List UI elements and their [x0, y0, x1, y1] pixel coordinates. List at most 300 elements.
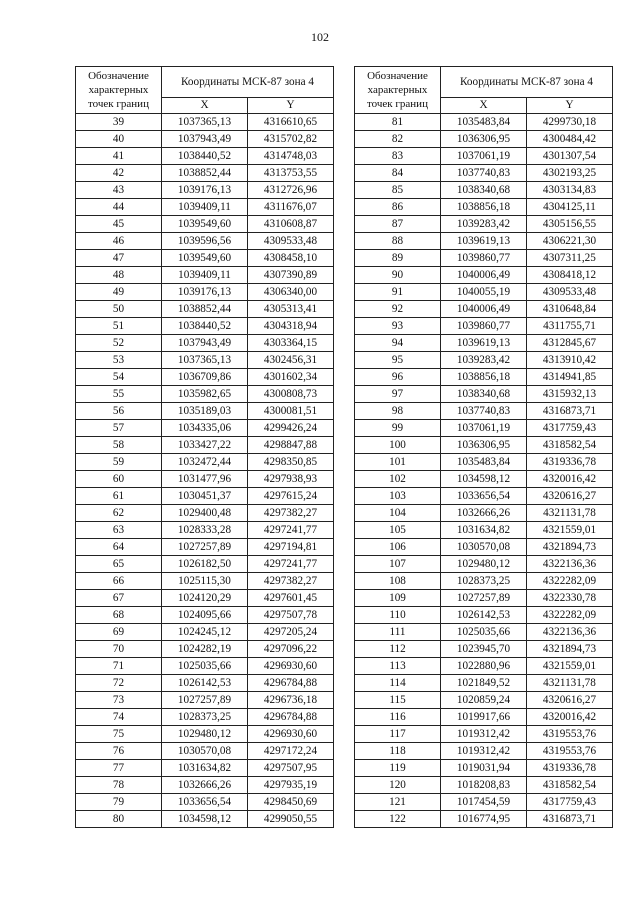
y-coordinate-cell: 4320016,42 [527, 709, 613, 726]
x-coordinate-cell: 1024095,66 [162, 607, 248, 624]
x-coordinate-cell: 1040006,49 [441, 267, 527, 284]
y-coordinate-cell: 4312726,96 [248, 182, 334, 199]
x-coordinate-cell: 1037740,83 [441, 165, 527, 182]
x-coordinate-cell: 1023945,70 [441, 641, 527, 658]
point-number-cell: 75 [76, 726, 162, 743]
y-coordinate-cell: 4305313,41 [248, 301, 334, 318]
y-coordinate-cell: 4302193,25 [527, 165, 613, 182]
table-row [76, 437, 334, 454]
table-row [355, 199, 613, 216]
x-coordinate-cell: 1031634,82 [441, 522, 527, 539]
point-number-cell: 115 [355, 692, 441, 709]
x-coordinate-cell: 1035483,84 [441, 454, 527, 471]
x-coordinate-cell: 1024282,19 [162, 641, 248, 658]
y-coordinate-cell: 4296784,88 [248, 709, 334, 726]
x-coordinate-cell: 1019312,42 [441, 743, 527, 760]
table-row [76, 403, 334, 420]
point-number-cell: 108 [355, 573, 441, 590]
table-row [355, 216, 613, 233]
table-row [76, 488, 334, 505]
table-row [355, 760, 613, 777]
coordinates-table-left [75, 66, 334, 828]
point-number-cell: 40 [76, 131, 162, 148]
y-coordinate-cell: 4316873,71 [527, 403, 613, 420]
y-coordinate-cell: 4298450,69 [248, 794, 334, 811]
y-coordinate-cell: 4297615,24 [248, 488, 334, 505]
point-number-cell: 66 [76, 573, 162, 590]
x-coordinate-cell: 1028373,25 [162, 709, 248, 726]
table-row [355, 488, 613, 505]
point-number-cell: 46 [76, 233, 162, 250]
table-row [76, 590, 334, 607]
y-coordinate-cell: 4320616,27 [527, 488, 613, 505]
x-coordinate-cell: 1034598,12 [441, 471, 527, 488]
table-row [355, 794, 613, 811]
point-number-cell: 80 [76, 811, 162, 828]
y-coordinate-cell: 4322330,78 [527, 590, 613, 607]
y-coordinate-cell: 4307311,25 [527, 250, 613, 267]
point-number-cell: 72 [76, 675, 162, 692]
y-coordinate-cell: 4320616,27 [527, 692, 613, 709]
point-number-cell: 97 [355, 386, 441, 403]
point-number-cell: 104 [355, 505, 441, 522]
table-row [355, 556, 613, 573]
table-row [76, 114, 334, 131]
x-coordinate-cell: 1017454,59 [441, 794, 527, 811]
table-row [76, 573, 334, 590]
y-coordinate-cell: 4301307,54 [527, 148, 613, 165]
point-number-cell: 67 [76, 590, 162, 607]
point-number-cell: 98 [355, 403, 441, 420]
y-coordinate-cell: 4297935,19 [248, 777, 334, 794]
x-coordinate-cell: 1033656,54 [441, 488, 527, 505]
x-coordinate-cell: 1036306,95 [441, 131, 527, 148]
header-x: X [162, 98, 248, 114]
y-coordinate-cell: 4298350,85 [248, 454, 334, 471]
x-coordinate-cell: 1034335,06 [162, 420, 248, 437]
table-row [76, 539, 334, 556]
y-coordinate-cell: 4319553,76 [527, 743, 613, 760]
point-number-cell: 71 [76, 658, 162, 675]
table-row [355, 131, 613, 148]
y-coordinate-cell: 4296736,18 [248, 692, 334, 709]
x-coordinate-cell: 1038852,44 [162, 165, 248, 182]
point-number-cell: 99 [355, 420, 441, 437]
x-coordinate-cell: 1019312,42 [441, 726, 527, 743]
header-point-designation: Обозначение характерных точек границ [76, 67, 162, 114]
point-number-cell: 91 [355, 284, 441, 301]
point-number-cell: 118 [355, 743, 441, 760]
table-row [355, 607, 613, 624]
x-coordinate-cell: 1020859,24 [441, 692, 527, 709]
coordinates-table-right [354, 66, 613, 828]
y-coordinate-cell: 4319553,76 [527, 726, 613, 743]
page-number: 102 [311, 30, 329, 44]
table-row [355, 454, 613, 471]
x-coordinate-cell: 1038856,18 [441, 369, 527, 386]
y-coordinate-cell: 4316873,71 [527, 811, 613, 828]
table-row [355, 352, 613, 369]
x-coordinate-cell: 1035982,65 [162, 386, 248, 403]
point-number-cell: 112 [355, 641, 441, 658]
table-row [355, 233, 613, 250]
point-number-cell: 78 [76, 777, 162, 794]
y-coordinate-cell: 4296784,88 [248, 675, 334, 692]
point-number-cell: 82 [355, 131, 441, 148]
y-coordinate-cell: 4321894,73 [527, 539, 613, 556]
x-coordinate-cell: 1028373,25 [441, 573, 527, 590]
table-row [76, 556, 334, 573]
point-number-cell: 69 [76, 624, 162, 641]
x-coordinate-cell: 1031477,96 [162, 471, 248, 488]
x-coordinate-cell: 1040055,19 [441, 284, 527, 301]
x-coordinate-cell: 1029480,12 [441, 556, 527, 573]
x-coordinate-cell: 1039596,56 [162, 233, 248, 250]
y-coordinate-cell: 4308458,10 [248, 250, 334, 267]
point-number-cell: 96 [355, 369, 441, 386]
y-coordinate-cell: 4318582,54 [527, 437, 613, 454]
table-row [355, 437, 613, 454]
y-coordinate-cell: 4297172,24 [248, 743, 334, 760]
table-row [355, 590, 613, 607]
y-coordinate-cell: 4310608,87 [248, 216, 334, 233]
x-coordinate-cell: 1037061,19 [441, 420, 527, 437]
x-coordinate-cell: 1038340,68 [441, 386, 527, 403]
table-row [355, 505, 613, 522]
x-coordinate-cell: 1039409,11 [162, 199, 248, 216]
x-coordinate-cell: 1029480,12 [162, 726, 248, 743]
x-coordinate-cell: 1033656,54 [162, 794, 248, 811]
x-coordinate-cell: 1039549,60 [162, 216, 248, 233]
y-coordinate-cell: 4297382,27 [248, 505, 334, 522]
table-row [355, 692, 613, 709]
table-row [355, 624, 613, 641]
table-row [355, 522, 613, 539]
point-number-cell: 56 [76, 403, 162, 420]
x-coordinate-cell: 1027257,89 [162, 692, 248, 709]
x-coordinate-cell: 1036709,86 [162, 369, 248, 386]
y-coordinate-cell: 4308418,12 [527, 267, 613, 284]
point-number-cell: 62 [76, 505, 162, 522]
point-number-cell: 61 [76, 488, 162, 505]
x-coordinate-cell: 1039619,13 [441, 233, 527, 250]
point-number-cell: 55 [76, 386, 162, 403]
point-number-cell: 121 [355, 794, 441, 811]
point-number-cell: 39 [76, 114, 162, 131]
point-number-cell: 119 [355, 760, 441, 777]
point-number-cell: 122 [355, 811, 441, 828]
point-number-cell: 54 [76, 369, 162, 386]
point-number-cell: 85 [355, 182, 441, 199]
y-coordinate-cell: 4319336,78 [527, 454, 613, 471]
table-row [76, 301, 334, 318]
y-coordinate-cell: 4309533,48 [248, 233, 334, 250]
x-coordinate-cell: 1039860,77 [441, 250, 527, 267]
y-coordinate-cell: 4297194,81 [248, 539, 334, 556]
x-coordinate-cell: 1034598,12 [162, 811, 248, 828]
y-coordinate-cell: 4305156,55 [527, 216, 613, 233]
x-coordinate-cell: 1024120,29 [162, 590, 248, 607]
table-row [76, 777, 334, 794]
table-row [355, 267, 613, 284]
table-row [76, 607, 334, 624]
x-coordinate-cell: 1037943,49 [162, 131, 248, 148]
table-row [355, 811, 613, 828]
point-number-cell: 93 [355, 318, 441, 335]
y-coordinate-cell: 4303364,15 [248, 335, 334, 352]
table-row [355, 777, 613, 794]
x-coordinate-cell: 1027257,89 [441, 590, 527, 607]
x-coordinate-cell: 1026182,50 [162, 556, 248, 573]
x-coordinate-cell: 1019917,66 [441, 709, 527, 726]
point-number-cell: 45 [76, 216, 162, 233]
point-number-cell: 107 [355, 556, 441, 573]
table-row [76, 250, 334, 267]
y-coordinate-cell: 4307390,89 [248, 267, 334, 284]
table-row [76, 352, 334, 369]
table-row [76, 267, 334, 284]
point-number-cell: 94 [355, 335, 441, 352]
y-coordinate-cell: 4304125,11 [527, 199, 613, 216]
table-row [355, 539, 613, 556]
y-coordinate-cell: 4313753,55 [248, 165, 334, 182]
x-coordinate-cell: 1026142,53 [162, 675, 248, 692]
table-row [76, 505, 334, 522]
y-coordinate-cell: 4310648,84 [527, 301, 613, 318]
x-coordinate-cell: 1019031,94 [441, 760, 527, 777]
point-number-cell: 58 [76, 437, 162, 454]
y-coordinate-cell: 4302456,31 [248, 352, 334, 369]
y-coordinate-cell: 4314748,03 [248, 148, 334, 165]
x-coordinate-cell: 1037365,13 [162, 352, 248, 369]
point-number-cell: 81 [355, 114, 441, 131]
x-coordinate-cell: 1038852,44 [162, 301, 248, 318]
y-coordinate-cell: 4298847,88 [248, 437, 334, 454]
point-number-cell: 95 [355, 352, 441, 369]
table-row [355, 335, 613, 352]
x-coordinate-cell: 1039176,13 [162, 284, 248, 301]
y-coordinate-cell: 4322282,09 [527, 573, 613, 590]
point-number-cell: 106 [355, 539, 441, 556]
table-row [76, 794, 334, 811]
table-row [355, 743, 613, 760]
table-row [76, 386, 334, 403]
y-coordinate-cell: 4297382,27 [248, 573, 334, 590]
table-row [355, 726, 613, 743]
point-number-cell: 109 [355, 590, 441, 607]
y-coordinate-cell: 4314941,85 [527, 369, 613, 386]
y-coordinate-cell: 4318582,54 [527, 777, 613, 794]
x-coordinate-cell: 1037365,13 [162, 114, 248, 131]
table-row [76, 454, 334, 471]
table-row [355, 675, 613, 692]
table-row [76, 522, 334, 539]
point-number-cell: 92 [355, 301, 441, 318]
table-row [76, 148, 334, 165]
y-coordinate-cell: 4296930,60 [248, 726, 334, 743]
x-coordinate-cell: 1038440,52 [162, 318, 248, 335]
y-coordinate-cell: 4297938,93 [248, 471, 334, 488]
x-coordinate-cell: 1039860,77 [441, 318, 527, 335]
y-coordinate-cell: 4317759,43 [527, 420, 613, 437]
y-coordinate-cell: 4317759,43 [527, 794, 613, 811]
table-row [355, 573, 613, 590]
y-coordinate-cell: 4299730,18 [527, 114, 613, 131]
table-row [76, 369, 334, 386]
y-coordinate-cell: 4311676,07 [248, 199, 334, 216]
table-row [355, 114, 613, 131]
header-y: Y [527, 98, 613, 114]
table-row [76, 624, 334, 641]
table-row [76, 709, 334, 726]
point-number-cell: 59 [76, 454, 162, 471]
x-coordinate-cell: 1025115,30 [162, 573, 248, 590]
point-number-cell: 76 [76, 743, 162, 760]
table-row [355, 369, 613, 386]
header-coordinates: Координаты МСК-87 зона 4 [441, 67, 613, 98]
y-coordinate-cell: 4322282,09 [527, 607, 613, 624]
y-coordinate-cell: 4297096,22 [248, 641, 334, 658]
point-number-cell: 44 [76, 199, 162, 216]
y-coordinate-cell: 4297601,45 [248, 590, 334, 607]
y-coordinate-cell: 4315932,13 [527, 386, 613, 403]
point-number-cell: 49 [76, 284, 162, 301]
table-row [76, 641, 334, 658]
point-number-cell: 114 [355, 675, 441, 692]
y-coordinate-cell: 4300484,42 [527, 131, 613, 148]
point-number-cell: 105 [355, 522, 441, 539]
header-x: X [441, 98, 527, 114]
point-number-cell: 102 [355, 471, 441, 488]
table-row [355, 420, 613, 437]
x-coordinate-cell: 1028333,28 [162, 522, 248, 539]
table-row [76, 726, 334, 743]
y-coordinate-cell: 4319336,78 [527, 760, 613, 777]
y-coordinate-cell: 4321131,78 [527, 675, 613, 692]
table-row [76, 811, 334, 828]
x-coordinate-cell: 1025035,66 [162, 658, 248, 675]
x-coordinate-cell: 1032666,26 [162, 777, 248, 794]
x-coordinate-cell: 1039409,11 [162, 267, 248, 284]
point-number-cell: 52 [76, 335, 162, 352]
x-coordinate-cell: 1018208,83 [441, 777, 527, 794]
x-coordinate-cell: 1029400,48 [162, 505, 248, 522]
table-row [355, 471, 613, 488]
x-coordinate-cell: 1039619,13 [441, 335, 527, 352]
table-row [355, 182, 613, 199]
table-row [355, 658, 613, 675]
table-row [76, 318, 334, 335]
point-number-cell: 65 [76, 556, 162, 573]
point-number-cell: 60 [76, 471, 162, 488]
table-row [355, 250, 613, 267]
x-coordinate-cell: 1039549,60 [162, 250, 248, 267]
y-coordinate-cell: 4321131,78 [527, 505, 613, 522]
table-row [76, 743, 334, 760]
x-coordinate-cell: 1036306,95 [441, 437, 527, 454]
x-coordinate-cell: 1033427,22 [162, 437, 248, 454]
x-coordinate-cell: 1030451,37 [162, 488, 248, 505]
x-coordinate-cell: 1035189,03 [162, 403, 248, 420]
table-row [76, 182, 334, 199]
point-number-cell: 73 [76, 692, 162, 709]
y-coordinate-cell: 4297507,78 [248, 607, 334, 624]
table-row [355, 386, 613, 403]
point-number-cell: 101 [355, 454, 441, 471]
point-number-cell: 100 [355, 437, 441, 454]
x-coordinate-cell: 1040006,49 [441, 301, 527, 318]
header-point-designation: Обозначение характерных точек границ [355, 67, 441, 114]
point-number-cell: 83 [355, 148, 441, 165]
y-coordinate-cell: 4320016,42 [527, 471, 613, 488]
table-row [355, 641, 613, 658]
x-coordinate-cell: 1038340,68 [441, 182, 527, 199]
table-row [355, 165, 613, 182]
point-number-cell: 68 [76, 607, 162, 624]
point-number-cell: 41 [76, 148, 162, 165]
table-row [76, 760, 334, 777]
point-number-cell: 116 [355, 709, 441, 726]
table-row [355, 403, 613, 420]
y-coordinate-cell: 4312845,67 [527, 335, 613, 352]
y-coordinate-cell: 4300081,51 [248, 403, 334, 420]
table-row [355, 301, 613, 318]
y-coordinate-cell: 4300808,73 [248, 386, 334, 403]
x-coordinate-cell: 1030570,08 [162, 743, 248, 760]
point-number-cell: 89 [355, 250, 441, 267]
table-row [76, 420, 334, 437]
y-coordinate-cell: 4297507,95 [248, 760, 334, 777]
x-coordinate-cell: 1038856,18 [441, 199, 527, 216]
table-row [355, 148, 613, 165]
point-number-cell: 64 [76, 539, 162, 556]
x-coordinate-cell: 1039283,42 [441, 352, 527, 369]
table-row [355, 709, 613, 726]
point-number-cell: 111 [355, 624, 441, 641]
point-number-cell: 110 [355, 607, 441, 624]
y-coordinate-cell: 4299050,55 [248, 811, 334, 828]
point-number-cell: 86 [355, 199, 441, 216]
y-coordinate-cell: 4297241,77 [248, 556, 334, 573]
x-coordinate-cell: 1037740,83 [441, 403, 527, 420]
point-number-cell: 90 [355, 267, 441, 284]
point-number-cell: 84 [355, 165, 441, 182]
point-number-cell: 47 [76, 250, 162, 267]
table-row [76, 216, 334, 233]
x-coordinate-cell: 1026142,53 [441, 607, 527, 624]
x-coordinate-cell: 1039283,42 [441, 216, 527, 233]
table-row [76, 233, 334, 250]
x-coordinate-cell: 1039176,13 [162, 182, 248, 199]
x-coordinate-cell: 1027257,89 [162, 539, 248, 556]
point-number-cell: 79 [76, 794, 162, 811]
x-coordinate-cell: 1016774,95 [441, 811, 527, 828]
header-coordinates: Координаты МСК-87 зона 4 [162, 67, 334, 98]
y-coordinate-cell: 4321559,01 [527, 658, 613, 675]
y-coordinate-cell: 4296930,60 [248, 658, 334, 675]
point-number-cell: 63 [76, 522, 162, 539]
y-coordinate-cell: 4297241,77 [248, 522, 334, 539]
y-coordinate-cell: 4303134,83 [527, 182, 613, 199]
x-coordinate-cell: 1030570,08 [441, 539, 527, 556]
point-number-cell: 103 [355, 488, 441, 505]
table-row [76, 692, 334, 709]
point-number-cell: 57 [76, 420, 162, 437]
y-coordinate-cell: 4322136,36 [527, 556, 613, 573]
point-number-cell: 51 [76, 318, 162, 335]
point-number-cell: 77 [76, 760, 162, 777]
point-number-cell: 43 [76, 182, 162, 199]
